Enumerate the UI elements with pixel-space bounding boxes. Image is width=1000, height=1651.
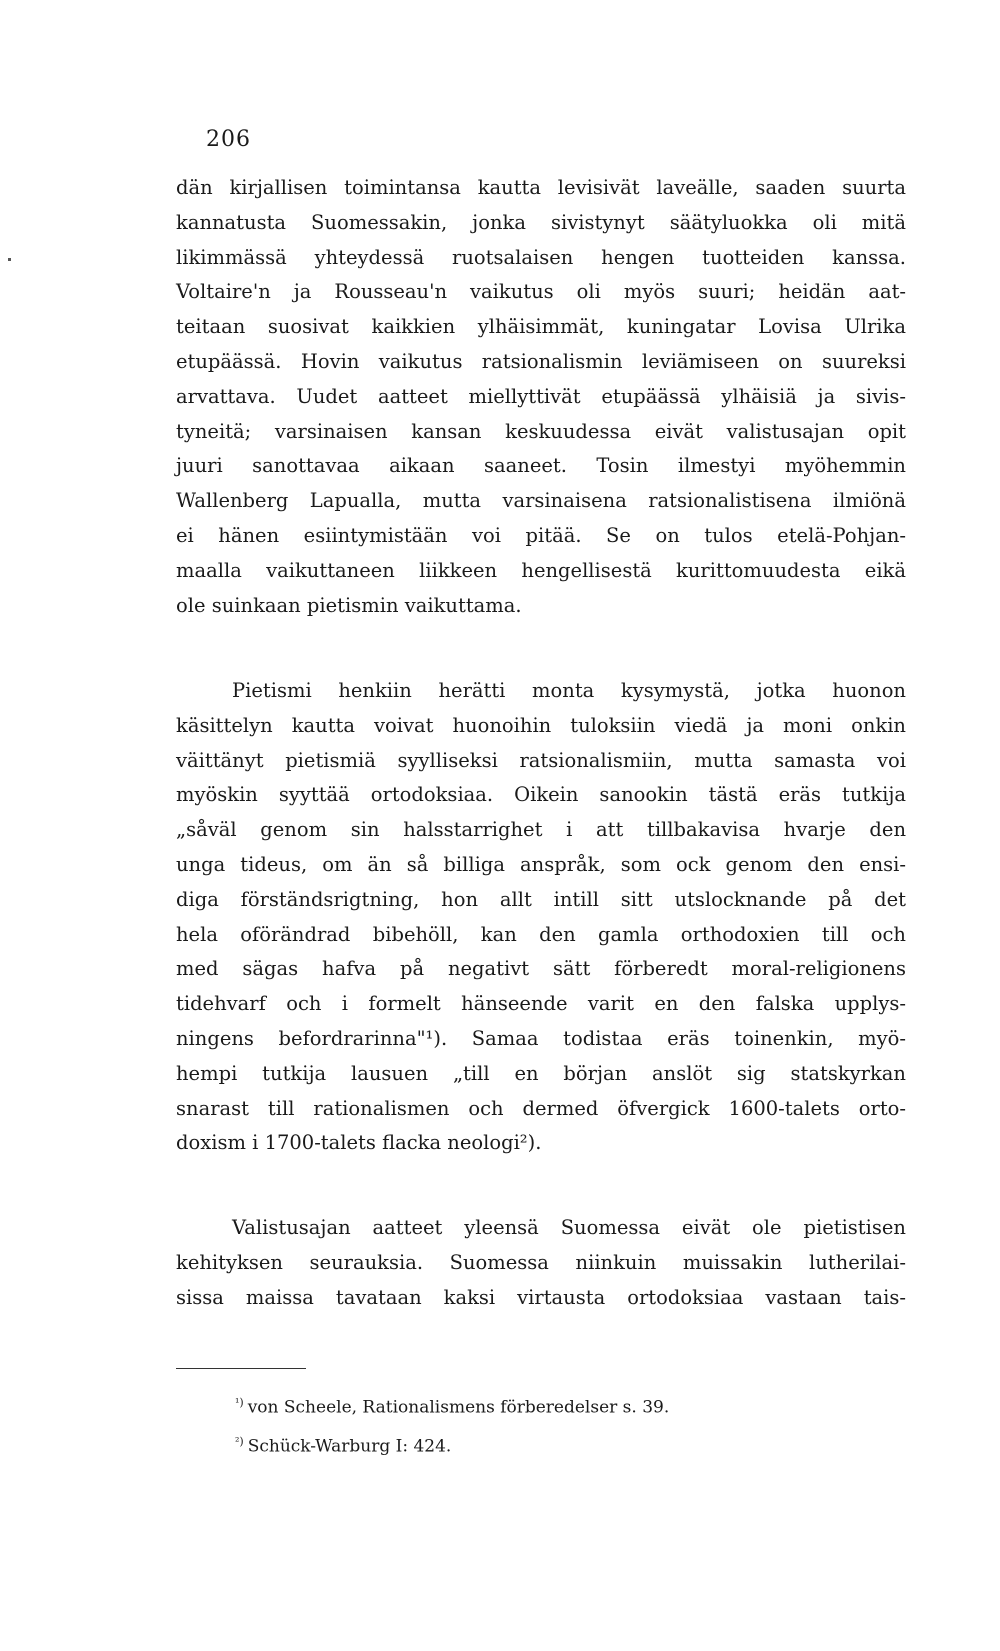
paragraph-3 [176, 1211, 906, 1315]
text-line: snarast till rationalismen och dermed öfvergick 1600-talets orto- [176, 1096, 906, 1120]
text-line: tyneitä; varsinaisen kansan keskuudessa eivät valistusajan opit [176, 419, 906, 443]
text-line: med sägas hafva på negativt sätt förberedt moral-religionens [176, 957, 906, 981]
text-line: „såväl genom sin halsstarrighet i att tillbakavisa hvarje den [176, 818, 906, 842]
text-line: Voltaire'n ja Rousseau'n vaikutus oli myös suuri; heidän aat- [176, 280, 906, 304]
text-line: etupäässä. Hovin vaikutus ratsionalismin leviämiseen on suureksi [176, 349, 906, 373]
footnote-divider [176, 1368, 306, 1369]
text-line: väittänyt pietismiä syylliseksi ratsionalismiin, mutta samasta voi [176, 748, 906, 772]
text-line: ningens befordrarinna"¹). Samaa todistaa eräs toinenkin, myö- [176, 1026, 906, 1050]
text-line: sissa maissa tavataan kaksi virtausta ortodoksiaa vastaan tais- [176, 1285, 906, 1309]
text-line: tidehvarf och i formelt hänseende varit en den falska upplys- [176, 992, 906, 1016]
text-line: kannatusta Suomessakin, jonka sivistynyt säätyluokka oli mitä [176, 210, 906, 234]
text-line: Pietismi henkiin herätti monta kysymystä, jotka huonon [232, 679, 906, 702]
margin-speck [8, 258, 11, 261]
text-line: myöskin syyttää ortodoksiaa. Oikein sanookin tästä eräs tutkija [176, 783, 906, 807]
text-line: arvattava. Uudet aatteet miellyttivät etupäässä ylhäisiä ja sivis- [176, 384, 906, 408]
text-line: maalla vaikuttaneen liikkeen hengellisestä kurittomuudesta eikä [176, 558, 906, 582]
footnote-text: von Scheele, Rationalismens förberedelser s. 39. [247, 1397, 670, 1418]
footnote-mark: ¹) [235, 1396, 244, 1409]
text-line: kehityksen seurauksia. Suomessa niinkuin muissakin lutherilai- [176, 1250, 906, 1274]
text-line: likimmässä yhteydessä ruotsalaisen hengen tuotteiden kanssa. [176, 245, 906, 269]
text-line: diga förständsrigtning, hon allt intill sitt utslocknande på det [176, 887, 906, 911]
footnotes [235, 1386, 669, 1463]
footnote-2 [235, 1425, 669, 1464]
text-line: juuri sanottavaa aikaan saaneet. Tosin ilmestyi myöhemmin [176, 454, 906, 478]
page-number: 206 [206, 127, 251, 152]
text-line: ei hänen esiintymistään voi pitää. Se on tulos etelä-Pohjan- [176, 523, 906, 547]
text-line: teitaan suosivat kaikkien ylhäisimmät, kuningatar Lovisa Ulrika [176, 315, 906, 339]
footnote-text: Schück-Warburg I: 424. [247, 1436, 452, 1457]
text-line: Wallenberg Lapualla, mutta varsinaisena ratsionalistisena ilmiönä [176, 489, 906, 513]
paragraph-1 [176, 171, 906, 623]
text-line: Valistusajan aatteet yleensä Suomessa eivät ole pietistisen [232, 1216, 906, 1239]
footnote-1 [235, 1386, 669, 1425]
text-line: doxism i 1700-talets flacka neologi²). [176, 1131, 542, 1155]
text-line: ole suinkaan pietismin vaikuttama. [176, 593, 522, 617]
text-line: dän kirjallisen toimintansa kautta levisivät laveälle, saaden suurta [176, 176, 906, 199]
text-line: hempi tutkija lausuen „till en början anslöt sig statskyrkan [176, 1061, 906, 1085]
text-line: käsittelyn kautta voivat huonoihin tuloksiin viedä ja moni onkin [176, 713, 906, 737]
text-line: unga tideus, om än så billiga anspråk, som ock genom den ensi- [176, 852, 906, 876]
footnote-mark: ²) [235, 1434, 244, 1448]
paragraph-2 [176, 674, 906, 1161]
text-line: hela oförändrad bibehöll, kan den gamla orthodoxien till och [176, 922, 906, 946]
